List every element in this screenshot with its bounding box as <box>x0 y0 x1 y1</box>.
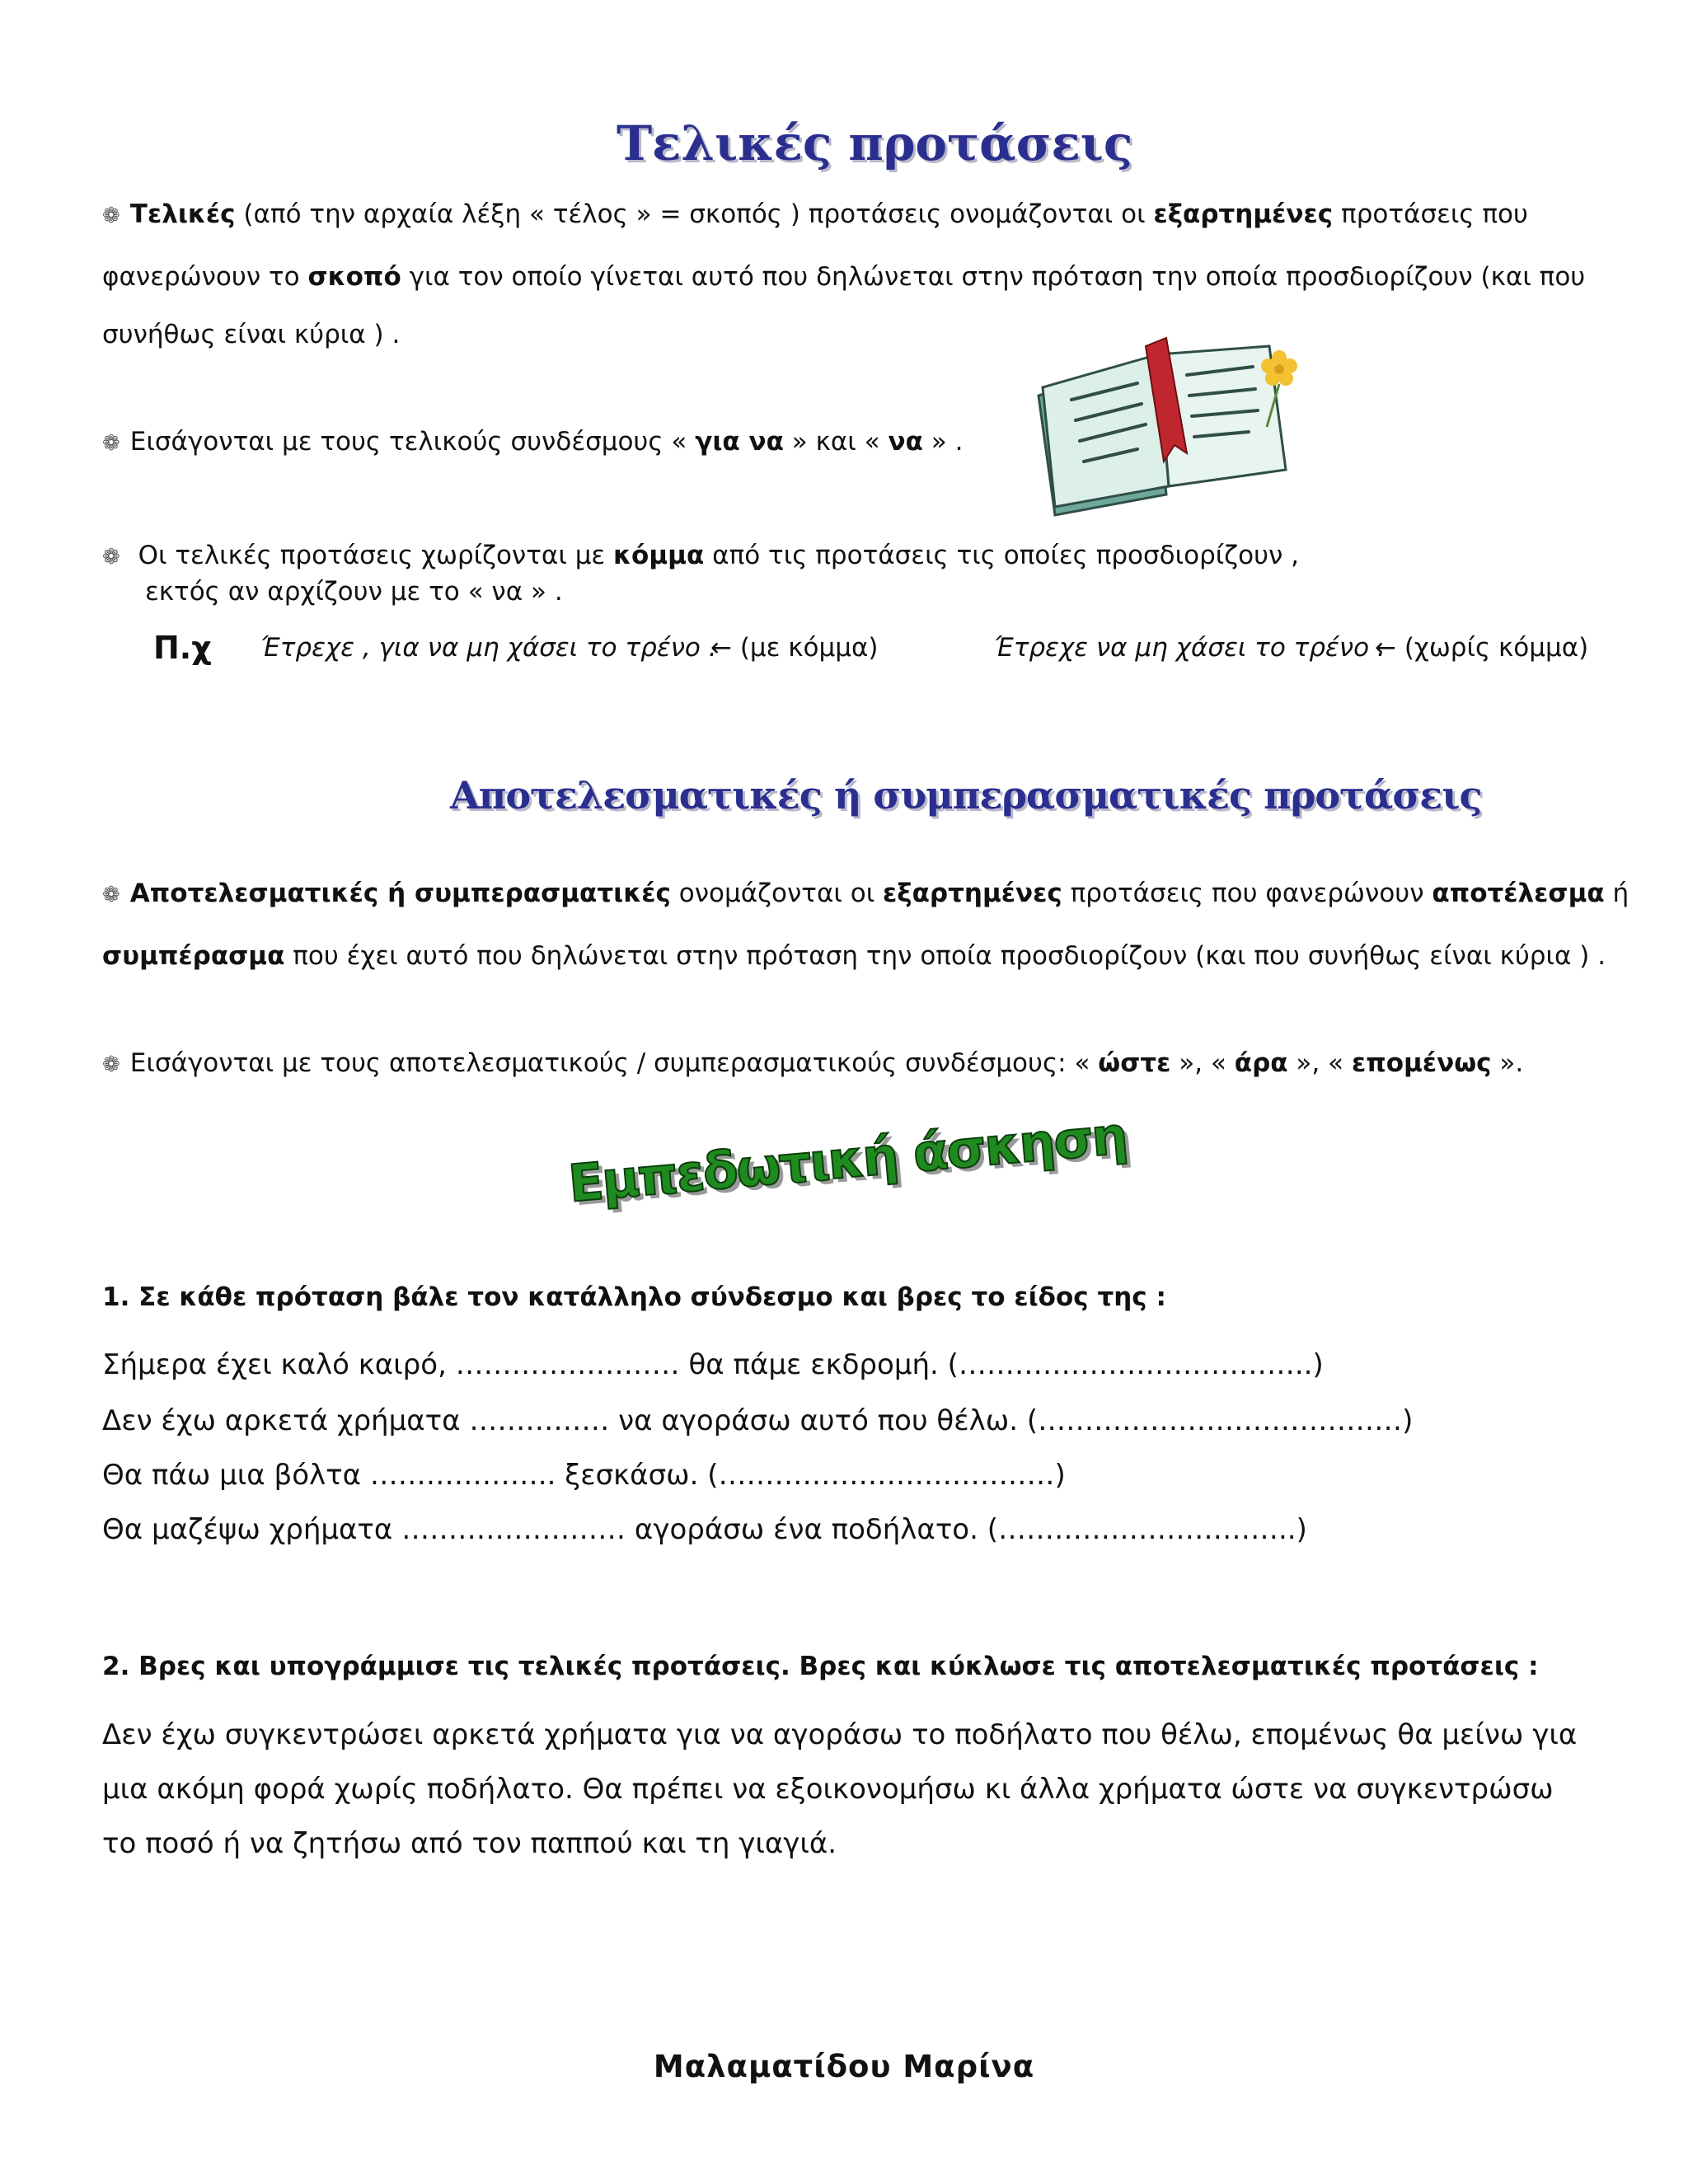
flower-bullet-icon: ❁ <box>102 1052 120 1077</box>
title-apotelesmatikes: Αποτελεσματικές ή συμπερασματικές προτάσεις <box>450 773 1482 818</box>
example-with-comma: Έτρεχε , για να μη χάσει το τρένο . <box>260 633 717 663</box>
author-name: Μαλαματίδου Μαρίνα <box>653 2049 1035 2084</box>
apotel-para-3: ❁ Εισάγονται με τους αποτελεσματικούς / συμπερασματικούς συνδέσμους: « ώστε », « άρα », « επομένως ». <box>102 1047 1523 1081</box>
exercise2-heading: 2. Βρες και υπογράμμισε τις τελικές προτάσεις. Βρες και κύκλωσε τις αποτελεσματικές προτάσεις : <box>102 1652 1539 1681</box>
example-with-comma-note: ← (με κόμμα) <box>710 633 879 663</box>
flower-bullet-icon: ❁ <box>102 545 120 569</box>
example-label: Π.χ <box>153 630 212 666</box>
flower-bullet-icon: ❁ <box>102 431 120 456</box>
flower-bullet-icon: ❁ <box>102 883 120 907</box>
flower-bullet-icon: ❁ <box>102 204 120 228</box>
exercise1-heading: 1. Σε κάθε πρόταση βάλε τον κατάλληλο σύνδεσμο και βρες το είδος της : <box>102 1282 1166 1312</box>
exercise2-text: Δεν έχω συγκεντρώσει αρκετά χρήματα για να αγοράσω το ποδήλατο που θέλω, επομένως θα μείνω για μια ακόμη φορά χωρίς ποδήλατο. Θα πρέπει να εξοικονομήσω κι άλλα χρήματα ώστε να συγκεντρώσω το ποσό ή να ζητήσω από τον παππού και τη γιαγιά. <box>102 1718 1578 1860</box>
exercise1-line: Δεν έχω αρκετά χρήματα …………… να αγοράσω αυτό που θέλω. (…………………………………) <box>102 1404 1414 1437</box>
open-book-illustration <box>1022 330 1319 519</box>
example-without-comma: Έτρεχε να μη χάσει το τρένο . <box>994 633 1386 663</box>
telikes-para-6: εκτός αν αρχίζουν με το « να » . <box>145 577 563 607</box>
apotel-para-2: συμπέρασμα που έχει αυτό που δηλώνεται στην πρόταση την οποία προσδιορίζουν (και που συνήθως είναι κύρια ) . <box>102 941 1606 971</box>
exercise1-line: Θα πάω μια βόλτα ……………….. ξεσκάσω. (………………………………) <box>102 1459 1066 1492</box>
exercise1-line: Σήμερα έχει καλό καιρό, …………………… θα πάμε εκδρομή. (………………………………..) <box>102 1348 1324 1381</box>
title-telikes: Τελικές προτάσεις <box>617 115 1133 171</box>
title-empedotiki-askisi: Εμπεδωτική άσκηση <box>565 1104 1129 1214</box>
telikes-para-4: ❁ Εισάγονται με τους τελικούς συνδέσμους « για να » και « να » . <box>102 425 963 460</box>
example-without-comma-note: ← (χωρίς κόμμα) <box>1375 633 1589 663</box>
telikes-para-1: ❁ Τελικές (από την αρχαία λέξη « τέλος » = σκοπός ) προτάσεις ονομάζονται οι εξαρτημένες προτάσεις που <box>102 198 1528 232</box>
telikes-para-5: ❁ Οι τελικές προτάσεις χωρίζονται με κόμμα από τις προτάσεις τις οποίες προσδιορίζουν , <box>102 539 1299 574</box>
exercise1-line: Θα μαζέψω χρήματα …………………… αγοράσω ένα ποδήλατο. (…………………………..) <box>102 1513 1307 1546</box>
telikes-para-3: συνήθως είναι κύρια ) . <box>102 320 401 349</box>
apotel-para-1: ❁ Αποτελεσματικές ή συμπερασματικές ονομάζονται οι εξαρτημένες προτάσεις που φανερώνουν αποτέλεσμα ή <box>102 877 1629 912</box>
telikes-para-2: φανερώνουν το σκοπό για τον οποίο γίνεται αυτό που δηλώνεται στην πρόταση την οποία προσδιορίζουν (και που <box>102 262 1586 292</box>
